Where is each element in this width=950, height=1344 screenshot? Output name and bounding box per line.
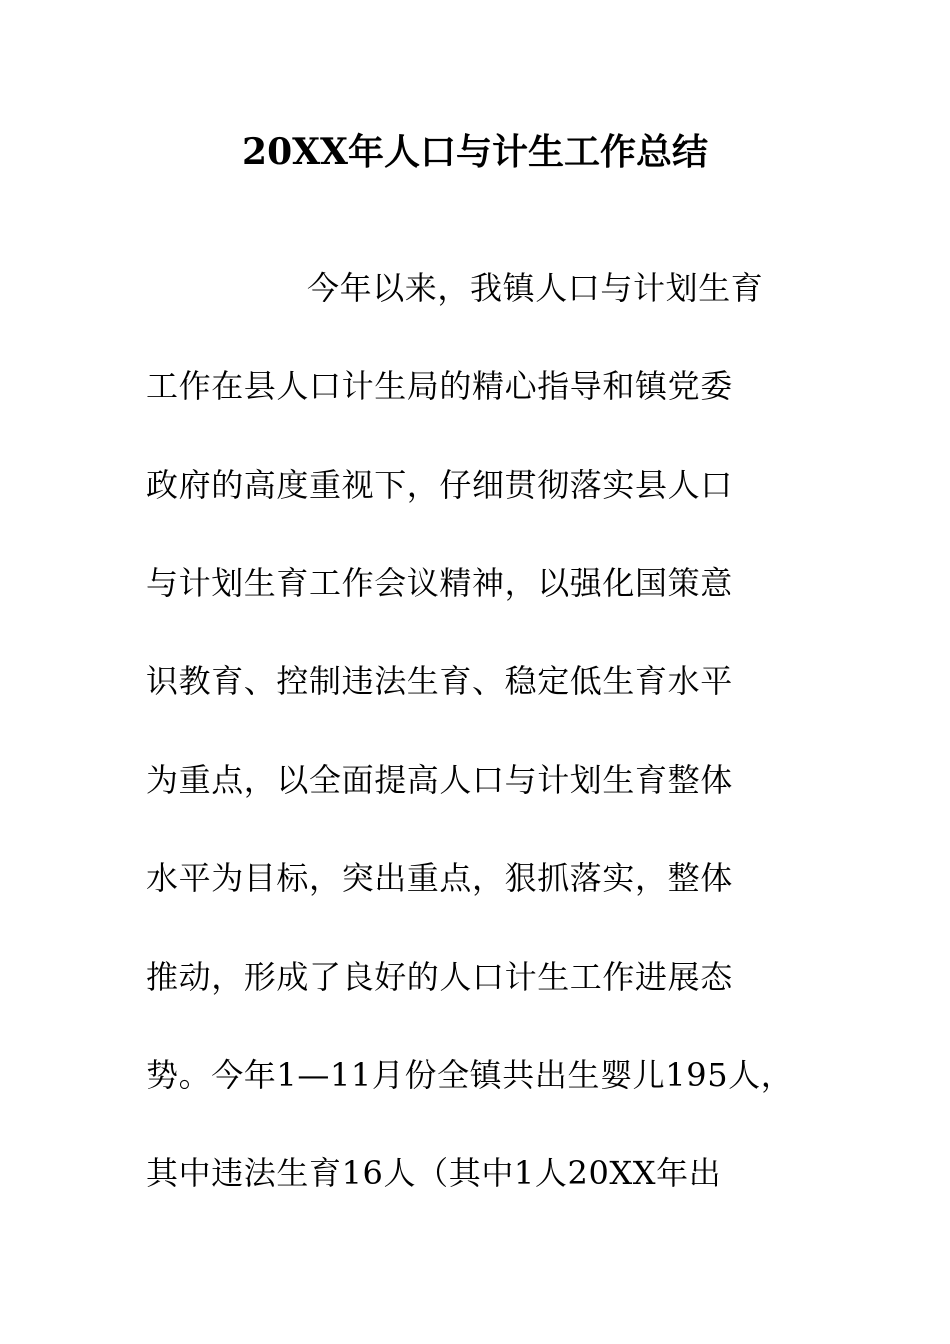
paragraph-line-5: 识教育、控制违法生育、稳定低生育水平 [146,662,733,700]
document-title: 20XX年人口与计生工作总结 [242,131,708,173]
paragraph-line-6: 为重点，以全面提高人口与计划生育整体 [146,761,733,799]
paragraph-line-3: 政府的高度重视下，仔细贯彻落实县人口 [146,466,733,504]
paragraph-line-9: 势。今年1—11月份全镇共出生婴儿195人， [146,1056,794,1094]
paragraph-line-10: 其中违法生育16人（其中1人20XX年出 [146,1154,722,1192]
paragraph-line-2: 工作在县人口计生局的精心指导和镇党委 [146,367,733,405]
paragraph-line-8: 推动，形成了良好的人口计生工作进展态 [146,958,733,996]
paragraph-line-7: 水平为目标，突出重点，狠抓落实，整体 [146,859,733,897]
paragraph-line-4: 与计划生育工作会议精神，以强化国策意 [146,564,733,602]
paragraph-line-1: 今年以来，我镇人口与计划生育 [307,269,764,307]
